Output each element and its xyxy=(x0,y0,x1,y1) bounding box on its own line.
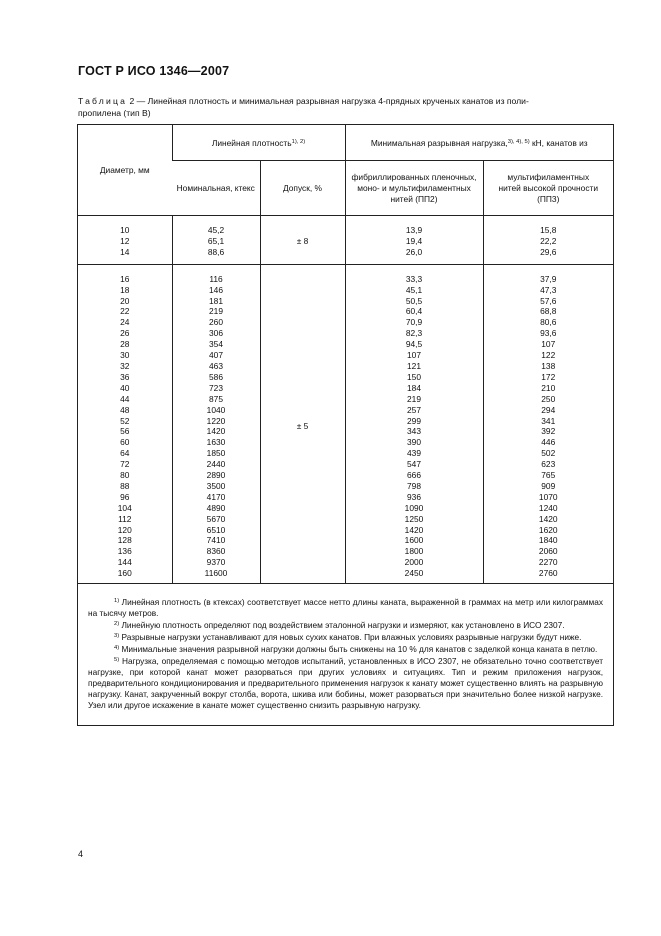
table-cell: 52 xyxy=(120,415,130,426)
table-cell: 502 xyxy=(541,448,556,459)
footnote-text: Линейная плотность (в ктексах) соответствует массе нетто длины каната, выраженной в граммах на метр или килограммах на тысячу метров. xyxy=(88,597,603,619)
group1-tolerance: ± 8 xyxy=(260,216,345,265)
table-notes xyxy=(78,584,613,725)
table-cell: 1630 xyxy=(206,437,226,448)
table-cell: 4890 xyxy=(206,502,226,513)
table-cell: 45,2 xyxy=(207,225,225,235)
header-nominal: Номинальная, ктекс xyxy=(172,161,260,216)
table-cell: 30 xyxy=(120,350,130,361)
data-table xyxy=(78,125,613,584)
table-group-1 xyxy=(78,216,613,265)
table-cell: 909 xyxy=(541,480,556,491)
table-cell: 138 xyxy=(541,360,556,371)
table-cell: 1840 xyxy=(538,535,558,546)
table-cell: 44 xyxy=(120,393,130,404)
table-cell: 112 xyxy=(118,513,132,524)
table-cell: 80 xyxy=(120,470,130,481)
table-cell: 104 xyxy=(117,502,132,513)
table-cell: 2000 xyxy=(404,557,424,568)
group2-diameter-column xyxy=(78,264,172,583)
table-cell: 28 xyxy=(120,339,130,350)
table-cell: 1420 xyxy=(206,426,226,437)
table-cell: 64 xyxy=(120,448,130,459)
table-cell: 37,9 xyxy=(540,273,557,284)
table-cell: 1090 xyxy=(404,502,424,513)
table-cell: 1620 xyxy=(538,524,558,535)
table-cell: 5670 xyxy=(206,513,226,524)
table-cell: 1800 xyxy=(404,546,424,557)
table-cell: 57,6 xyxy=(540,295,557,306)
page-number: 4 xyxy=(78,849,84,859)
table-cell: 26 xyxy=(120,328,130,339)
table-cell: 1420 xyxy=(404,524,424,535)
table-cell: 116 xyxy=(209,273,223,284)
table-cell: 446 xyxy=(541,437,556,448)
table-cell: 463 xyxy=(209,360,223,371)
table-cell: 146 xyxy=(209,284,223,295)
footnote-mark: 1) xyxy=(114,598,120,605)
document-header: ГОСТ Р ИСО 1346—2007 xyxy=(78,64,230,78)
table-cell: 48 xyxy=(120,404,130,415)
table-cell: 56 xyxy=(120,426,130,437)
header-tolerance: Допуск, % xyxy=(260,161,345,216)
table-cell: 219 xyxy=(209,306,223,317)
table-cell: 666 xyxy=(407,470,421,481)
header-diameter: Диаметр, мм xyxy=(78,125,172,216)
table-cell: 341 xyxy=(541,415,556,426)
footnote-text: Нагрузка, определяемая с помощью методов испытаний, установленных в ИСО 2307, не обязательно точно соответствует нагрузке, при которой канат может разорваться при других условиях и ситуациях. Тип и режим приложения нагрузок, предварительного кондиционирования и предварительного применения нагрузок к канату может существенно влиять на разрывную нагрузку. Канат, закрученный вокруг столба, ворота, шкива или бобины, может разорваться при значительно более низкой нагрузке. Узел или другое искажение в канате может существенно снизить разрывную нагрузку. xyxy=(88,656,603,711)
table-cell: 1220 xyxy=(206,415,226,426)
table-cell: 47,3 xyxy=(540,284,557,295)
table-cell: 60 xyxy=(120,437,130,448)
group2-pp2-column xyxy=(345,264,483,583)
table-cell: 2440 xyxy=(206,459,226,470)
table-cell: 1850 xyxy=(206,448,226,459)
table-cell: 798 xyxy=(407,480,421,491)
header-pp3: мультифиламентных нитей высокой прочности (ПП3) xyxy=(483,161,613,216)
footnote-mark: 5) xyxy=(114,657,120,664)
footnote-text: Линейную плотность определяют под воздействием эталонной нагрузки и измеряют, как установлено в ИСО 2307. xyxy=(119,620,565,631)
table-cell: 19,4 xyxy=(405,235,423,246)
table-cell: 136 xyxy=(117,546,132,557)
table-frame xyxy=(77,124,614,726)
table-cell: 219 xyxy=(407,393,421,404)
table-cell: 50,5 xyxy=(405,295,423,306)
table-cell: 250 xyxy=(541,393,556,404)
table-cell: 1600 xyxy=(404,535,424,546)
table-cell: 765 xyxy=(541,470,556,481)
table-cell: 94,5 xyxy=(405,339,423,350)
table-cell: 8360 xyxy=(206,546,226,557)
footnote xyxy=(88,619,603,631)
footnote-text: Минимальные значения разрывной нагрузки должны быть снижены на 10 % для канатов с заделкой конца каната в петлю. xyxy=(119,644,598,655)
table-cell: 22 xyxy=(120,306,130,317)
group1-pp2-column xyxy=(345,216,483,265)
table-cell: 586 xyxy=(209,371,223,382)
table-cell: 160 xyxy=(117,568,132,579)
table-cell: 10 xyxy=(120,225,130,235)
table-cell: 257 xyxy=(407,404,421,415)
table-cell: 181 xyxy=(209,295,223,306)
table-cell: 1070 xyxy=(538,491,558,502)
footnote-mark: 2) xyxy=(114,621,120,628)
table-cell: 2450 xyxy=(404,568,424,579)
group1-nominal-column xyxy=(172,216,260,265)
table-cell: 11600 xyxy=(204,568,228,579)
table-caption-text: 2 — Линейная плотность и минимальная разрывная нагрузка 4-прядных крученых канатов из поли- xyxy=(129,96,529,106)
table-cell: 172 xyxy=(541,371,556,382)
header-pp2: фибриллированных пленочных, моно- и мультифиламентных нитей (ПП2) xyxy=(345,161,483,216)
table-cell: 6510 xyxy=(206,524,226,535)
footnote xyxy=(88,631,603,643)
table-cell: 82,3 xyxy=(405,328,423,339)
table-cell: 875 xyxy=(209,393,223,404)
table-cell: 107 xyxy=(541,339,556,350)
footnote-mark: 3) xyxy=(114,633,120,640)
table-cell: 121 xyxy=(407,360,421,371)
table-cell: 65,1 xyxy=(207,235,225,246)
table-cell: 2890 xyxy=(206,470,226,481)
table-cell: 354 xyxy=(209,339,223,350)
table-cell: 40 xyxy=(120,382,130,393)
table-cell: 439 xyxy=(407,448,421,459)
group2-nominal-column xyxy=(172,264,260,583)
footnote-mark: 4) xyxy=(114,645,120,652)
table-cell: 13,9 xyxy=(405,225,423,235)
table-cell: 407 xyxy=(209,350,223,361)
table-cell: 88,6 xyxy=(207,246,225,257)
table-cell: 1240 xyxy=(538,502,558,513)
table-cell: 12 xyxy=(120,235,130,246)
table-cell: 122 xyxy=(541,350,556,361)
table-cell: 128 xyxy=(117,535,132,546)
header-row-1 xyxy=(78,125,613,161)
footnote xyxy=(88,655,603,711)
table-cell: 9370 xyxy=(206,557,226,568)
table-cell: 1250 xyxy=(404,513,424,524)
table-cell: 1040 xyxy=(206,404,226,415)
group2-pp3-column xyxy=(483,264,613,583)
table-cell: 184 xyxy=(407,382,421,393)
table-caption xyxy=(78,95,598,119)
table-cell: 547 xyxy=(407,459,421,470)
table-cell: 60,4 xyxy=(405,306,423,317)
footnote xyxy=(88,596,603,619)
table-cell: 16 xyxy=(120,273,130,284)
footnote xyxy=(88,643,603,655)
table-cell: 80,6 xyxy=(540,317,557,328)
table-cell: 343 xyxy=(407,426,421,437)
table-cell: 723 xyxy=(209,382,223,393)
table-cell: 7410 xyxy=(206,535,226,546)
table-cell: 299 xyxy=(407,415,421,426)
table-group-2 xyxy=(78,264,613,583)
table-caption-line2: пропилена (тип В) xyxy=(78,108,151,118)
table-cell: 88 xyxy=(120,480,130,491)
table-cell: 72 xyxy=(120,459,130,470)
table-cell: 14 xyxy=(120,246,130,257)
header-breaking-load: Минимальная разрывная нагрузка,$^{3), 4), 5)}$ кН, канатов из xyxy=(345,125,613,161)
table-cell: 26,0 xyxy=(405,246,423,257)
table-cell: 22,2 xyxy=(540,235,557,246)
table-cell: 210 xyxy=(541,382,556,393)
table-cell: 70,9 xyxy=(405,317,423,328)
table-cell: 2270 xyxy=(538,557,558,568)
table-cell: 33,3 xyxy=(405,273,423,284)
table-cell: 93,6 xyxy=(540,328,557,339)
table-cell: 120 xyxy=(117,524,132,535)
footnote-text: Разрывные нагрузки устанавливают для новых сухих канатов. При влажных условиях разрывные нагрузки будут ниже. xyxy=(119,632,582,643)
table-cell: 936 xyxy=(407,491,421,502)
table-cell: 260 xyxy=(209,317,223,328)
table-cell: 32 xyxy=(120,360,130,371)
table-cell: 390 xyxy=(407,437,421,448)
table-cell: 20 xyxy=(120,295,130,306)
table-cell: 15,8 xyxy=(540,225,557,235)
table-cell: 2760 xyxy=(538,568,558,579)
table-cell: 36 xyxy=(120,371,130,382)
table-cell: 150 xyxy=(407,371,421,382)
table-cell: 107 xyxy=(407,350,421,361)
table-cell: 144 xyxy=(117,557,132,568)
header-density: Линейная плотность$^{1), 2)}$ xyxy=(172,125,345,161)
table-cell: 623 xyxy=(541,459,556,470)
table-cell: 294 xyxy=(541,404,556,415)
table-cell: 3500 xyxy=(206,480,226,491)
table-cell: 4170 xyxy=(206,491,226,502)
table-cell: 96 xyxy=(120,491,130,502)
group1-diameter-column xyxy=(78,216,172,265)
table-caption-word: Таблица xyxy=(78,96,128,106)
table-cell: 24 xyxy=(120,317,130,328)
table-cell: 29,6 xyxy=(540,246,557,257)
table-cell: 45,1 xyxy=(405,284,423,295)
group1-pp3-column xyxy=(483,216,613,265)
table-cell: 1420 xyxy=(538,513,558,524)
table-cell: 392 xyxy=(541,426,556,437)
table-cell: 18 xyxy=(120,284,130,295)
group2-tolerance: ± 5 xyxy=(260,264,345,583)
table-cell: 68,8 xyxy=(540,306,557,317)
table-cell: 306 xyxy=(209,328,223,339)
table-cell: 2060 xyxy=(538,546,558,557)
